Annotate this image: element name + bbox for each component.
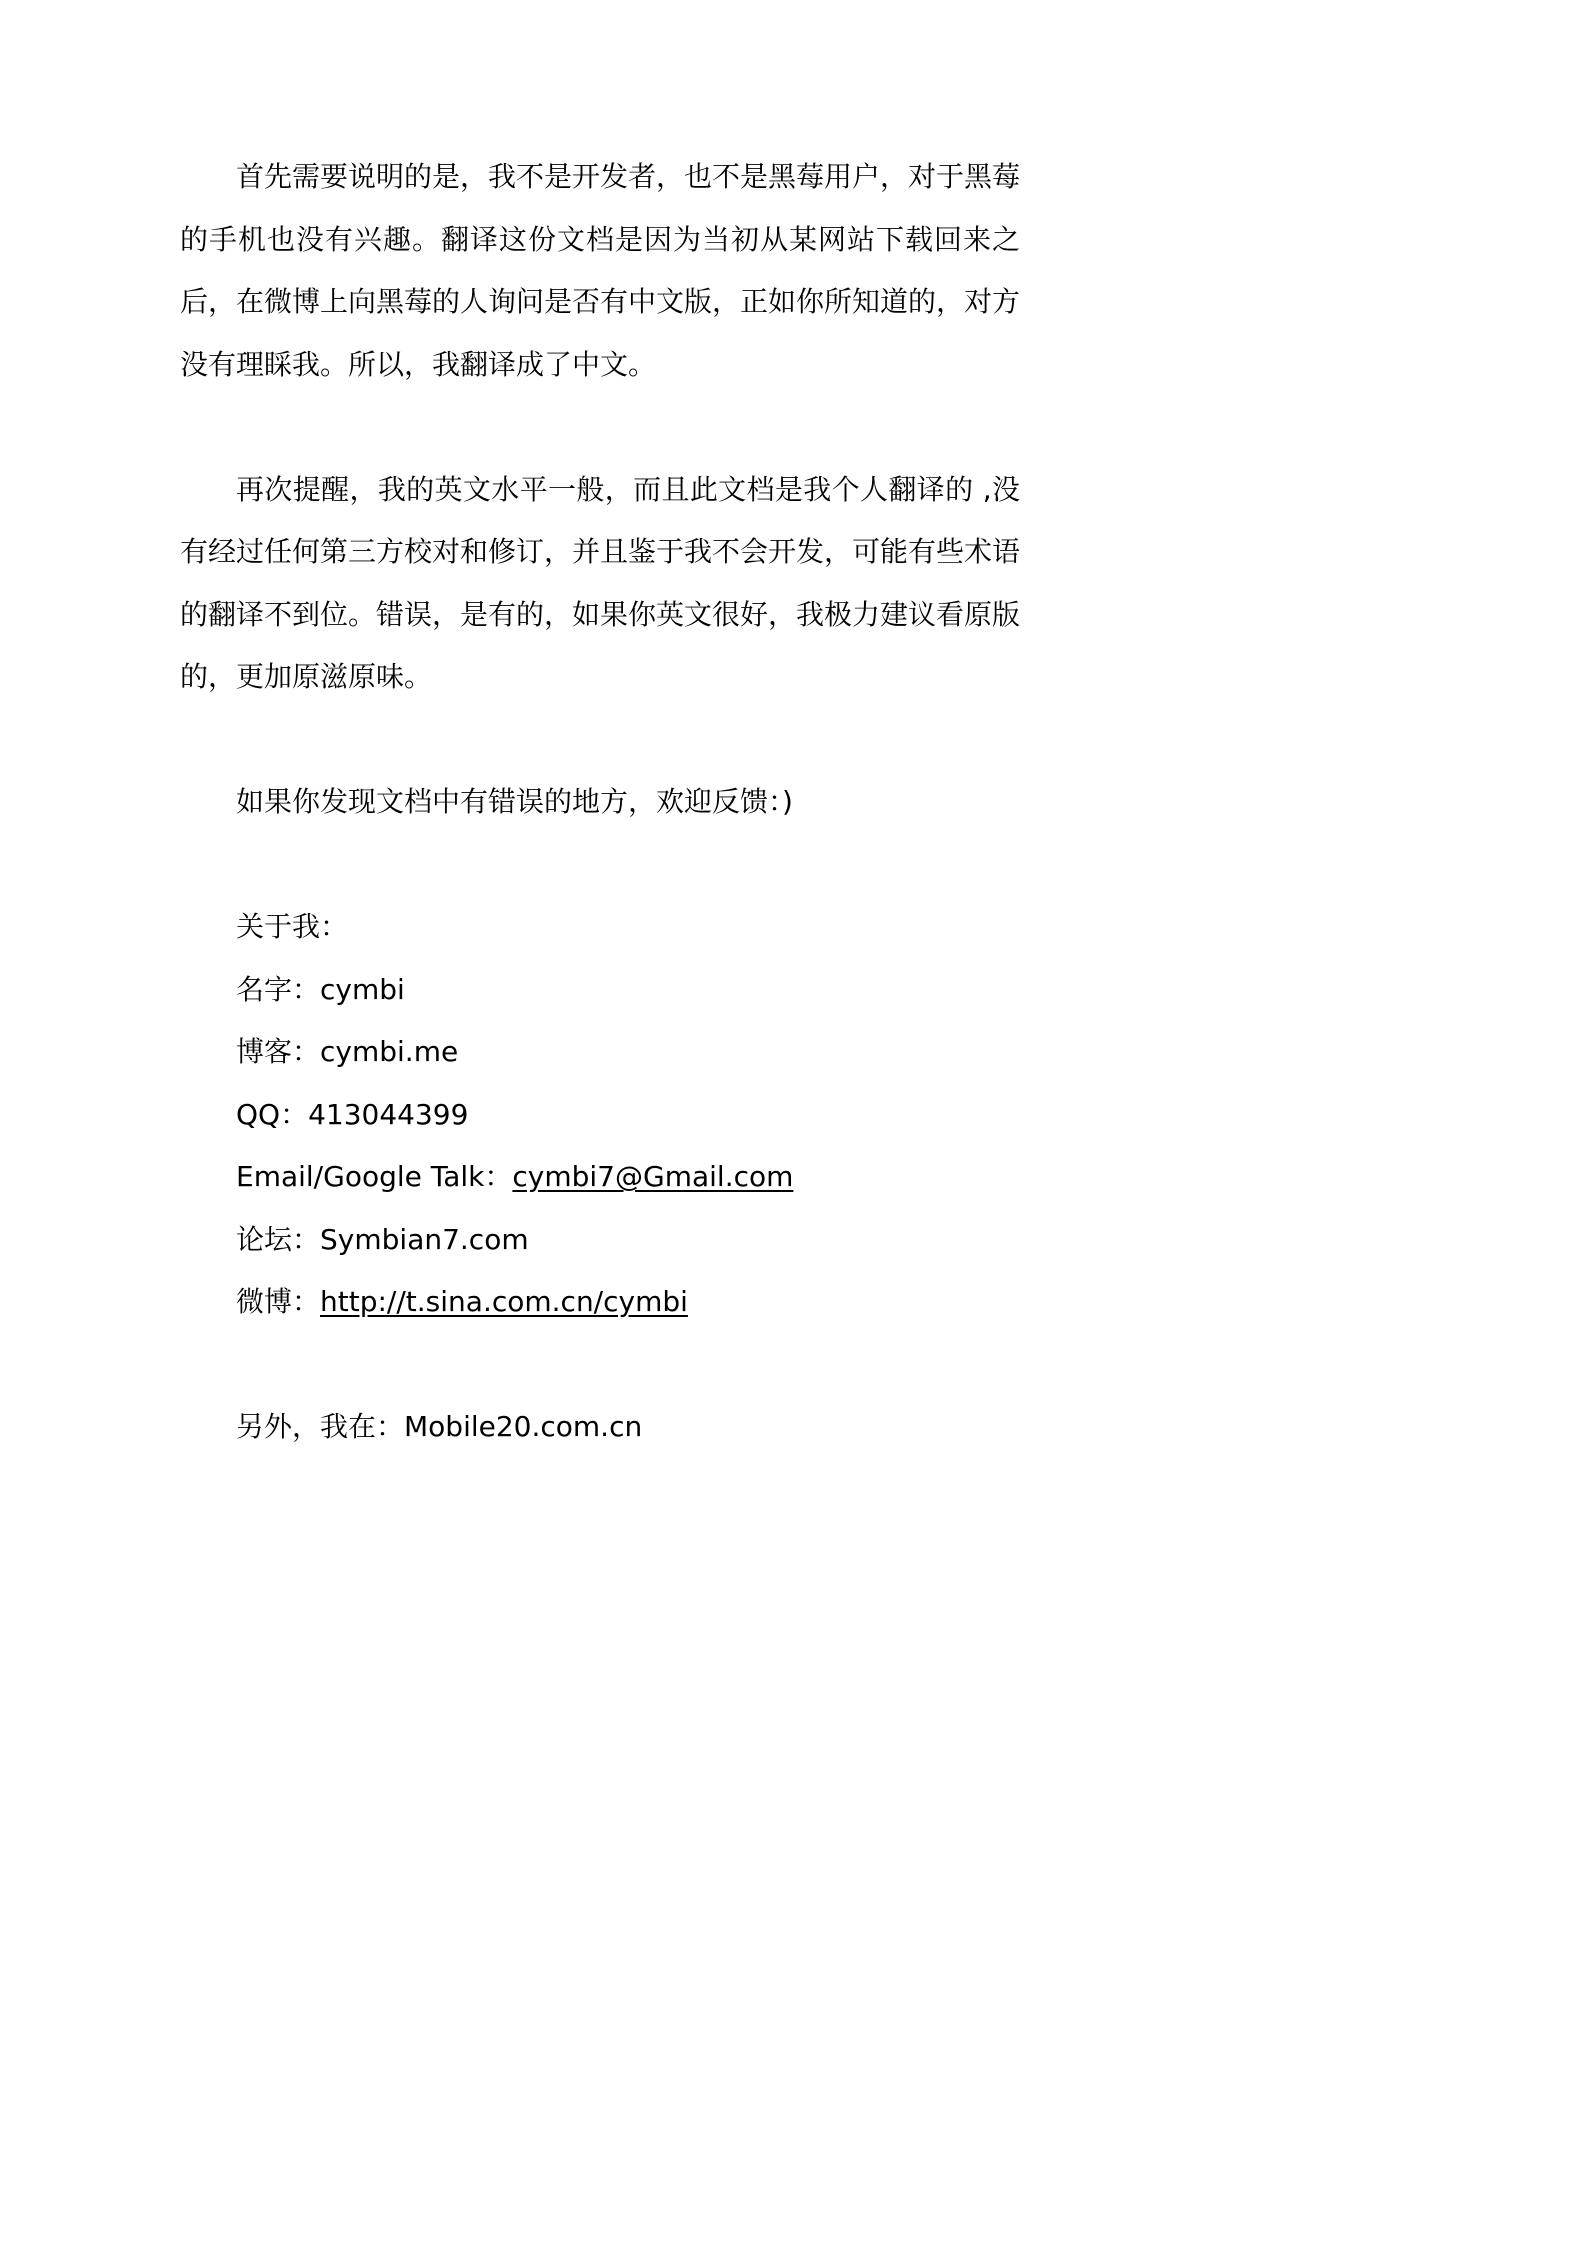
qq-line: [180, 1084, 1020, 1147]
paragraph-spacer: [180, 1334, 1020, 1397]
footer-note: 另外，我在：Mobile20.com.cn: [236, 1410, 643, 1443]
reminder-paragraph: 再次提醒，我的英文水平一般，而且此文档是我个人翻译的 ,没有经过任何第三方校对和修订，并且鉴于我不会开发，可能有些术语的翻译不到位。错误，是有的，如果你英文很好，我极力建议看原版的，更加原滋原味。: [180, 472, 1021, 693]
name-label: 名字：: [236, 972, 321, 1006]
forum-label: 论坛：: [236, 1222, 321, 1256]
feedback-paragraph: 如果你发现文档中有错误的地方，欢迎反馈：): [236, 785, 793, 818]
name-value: cymbi: [320, 972, 405, 1006]
qq-label: QQ：: [236, 1097, 309, 1131]
weibo-link[interactable]: http://t.sina.com.cn/cymbi: [320, 1285, 688, 1318]
forum-line: [180, 1209, 1020, 1272]
blog-line: [180, 1021, 1020, 1084]
intro-paragraph: 首先需要说明的是，我不是开发者，也不是黑莓用户，对于黑莓的手机也没有兴趣。翻译这份文档是因为当初从某网站下载回来之后，在微博上向黑莓的人询问是否有中文版，正如你所知道的，对方没有理睬我。所以，我翻译成了中文。: [180, 160, 1021, 381]
email-label: Email/Google Talk：: [236, 1160, 513, 1193]
forum-value: Symbian7.com: [320, 1222, 529, 1256]
about-heading: 关于我：: [236, 910, 349, 943]
about-section: [180, 896, 1020, 1334]
paragraph-spacer: [180, 709, 1020, 772]
qq-value: 413044399: [308, 1097, 469, 1131]
paragraph-spacer: [180, 396, 1020, 459]
blog-label: 博客：: [236, 1035, 321, 1068]
weibo-line: [180, 1271, 1020, 1334]
email-line: [180, 1146, 1020, 1209]
paragraph-spacer: [180, 834, 1020, 897]
name-line: [180, 959, 1020, 1022]
document-body: [180, 146, 1020, 1459]
weibo-label: 微博：: [236, 1285, 321, 1318]
email-link[interactable]: cymbi7@Gmail.com: [512, 1160, 794, 1193]
blog-value: cymbi.me: [320, 1035, 459, 1068]
